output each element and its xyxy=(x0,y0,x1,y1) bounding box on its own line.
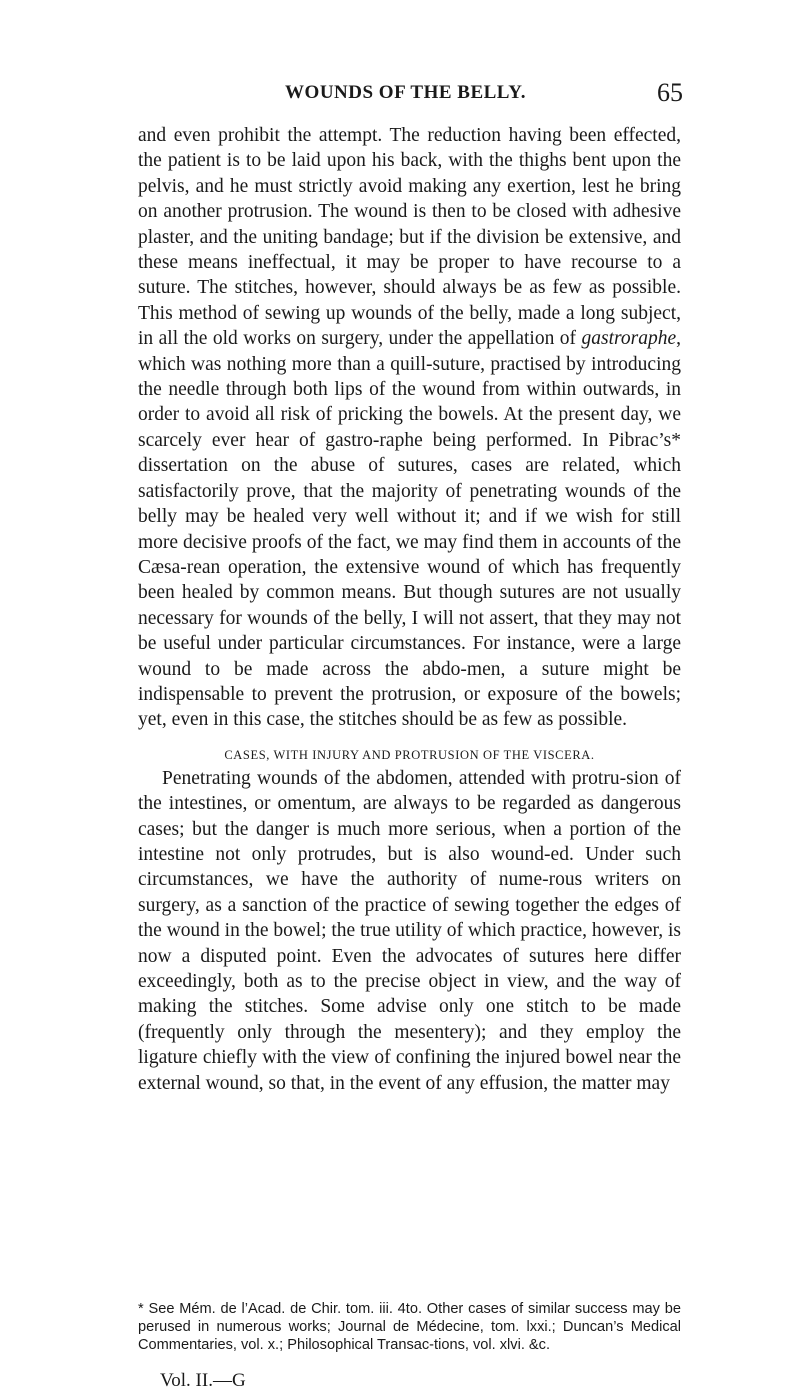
page-number: 65 xyxy=(657,78,683,107)
paragraph-2: Penetrating wounds of the abdomen, attended with protru-sion of the intestines, or omentum, are always to be regarded as dangerous cases; but the danger is much more serious, when a portion of the intestine not only protrudes, but is also wound-ed. Under such circumstances, we have the authority of nume-rous writers on surgery, as a sanction of the practice of sewing together the edges of the wound in the bowel; the true utility of which practice, however, is now a disputed point. Even the advocates of sutures here differ exceedingly, both as to the precise object in view, and the way of making the stitches. Some advise only one stitch to be made (frequently only through the mesentery); and they employ the ligature chiefly with the view of confining the injured bowel near the external wound, so that, in the event of any effusion, the matter may xyxy=(138,767,681,1094)
section-heading: CASES, WITH INJURY AND PROTRUSION OF THE VISCERA. xyxy=(224,747,595,762)
body-text xyxy=(138,123,681,1096)
page-header xyxy=(128,78,683,110)
signature-mark: Vol. II.—G xyxy=(160,1370,246,1391)
paragraph-1 xyxy=(138,123,681,733)
term-gastroraphe: gastroraphe xyxy=(581,328,677,350)
paragraph-1-part-b: , which was nothing more than a quill-suture, practised by introducing the needle through both lips of the wound from within outwards, in order to avoid all risk of pricking the bowels. At the present day, we scarcely ever hear of gastro-raphe being performed. In Pibrac’s* dissertation on the abuse of sutures, cases are related, which satisfactorily prove, that the majority of penetrating wounds of the belly may be healed very well without it; and if we wish for still more decisive proofs of the fact, we may find them in accounts of the Cæsa-rean operation, the extensive wound of which has frequently been healed by common means. But though sutures are not usually necessary for wounds of the belly, I will not assert, that they may not be useful under particular circumstances. For instance, were a large wound to be made across the abdo-men, a suture might be indispensable to prevent the protrusion, or exposure of the bowels; yet, even in this case, the stitches should be as few as possible. xyxy=(138,328,681,731)
paragraph-1-part-a: and even prohibit the attempt. The reduction having been effected, the patient is to be laid upon his back, with the thighs bent upon the pelvis, and he must strictly avoid making any exertion, lest he bring on another protrusion. The wound is then to be closed with adhesive plaster, and the uniting bandage; but if the division be extensive, and these means ineffectual, it may be proper to have recourse to a suture. The stitches, however, should always be as few as possible. This method of sewing up wounds of the belly, made a long subject, in all the old works on surgery, under the appellation of xyxy=(138,125,681,350)
running-title: WOUNDS OF THE BELLY. xyxy=(285,82,526,103)
footnote: * See Mém. de l’Acad. de Chir. tom. iii. 4to. Other cases of similar success may be perused in numerous works; Journal de Médecine, tom. lxxi.; Duncan’s Medical Commentaries, vol. x.; Philosophical Transac-tions, vol. xlvi. &c. xyxy=(138,1301,681,1353)
